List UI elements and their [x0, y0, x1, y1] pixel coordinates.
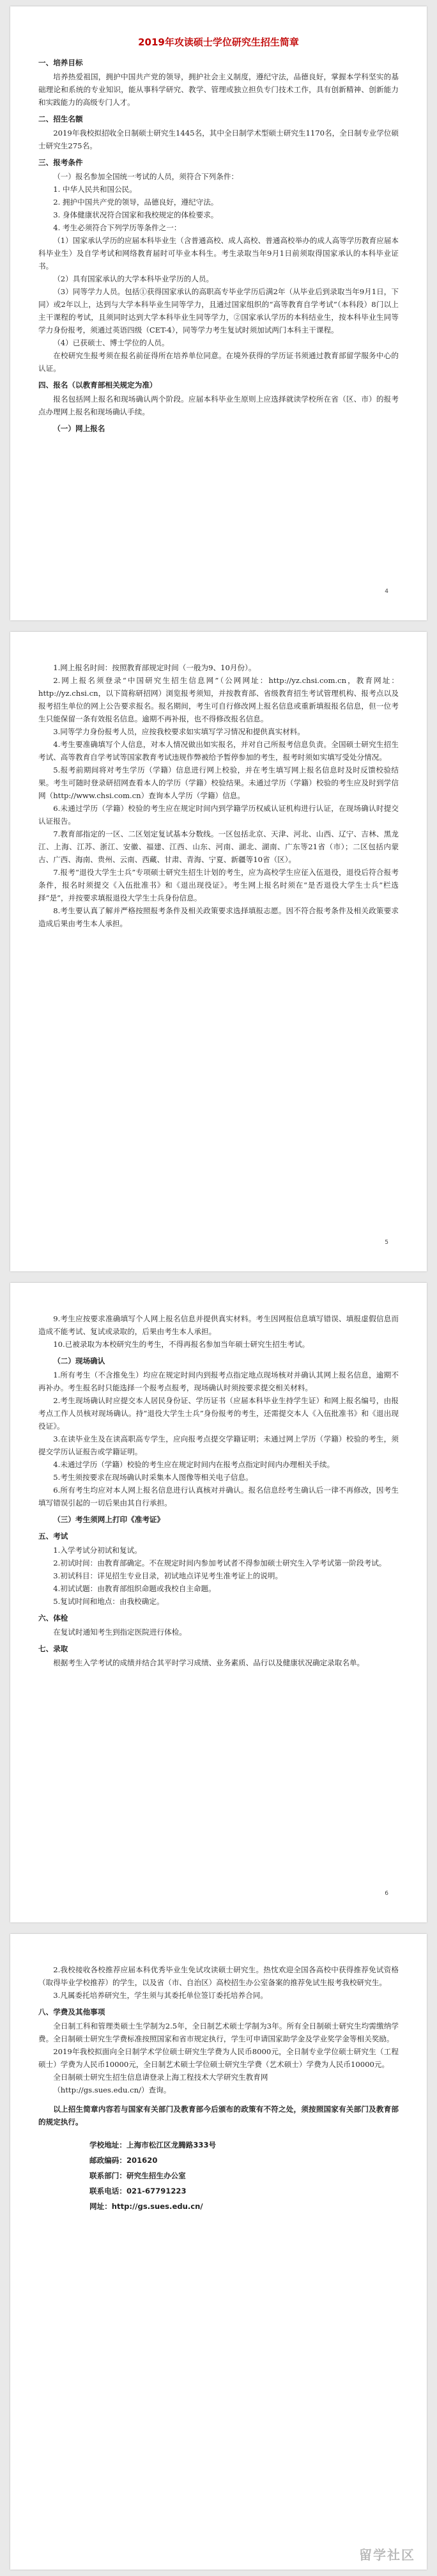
phone-value: 021-67791223: [126, 2187, 187, 2195]
address-row: [89, 2137, 399, 2153]
paragraph: 培养热爱祖国，拥护中国共产党的领导，拥护社会主义制度，遵纪守法，品德良好，掌握本学科坚实的基础理论和系统的专业知识，能从事科学研究、教学、管理或独立担负专门技术工作，具有创新精神、创新能力和实践能力的高级专门人才。: [38, 72, 399, 107]
paragraph: 8.考生要认真了解并严格按照报考条件及相关政策要求选择填报志愿。因不符合报考条件及相关政策要求造成后果由考生本人承担。: [38, 906, 399, 928]
paragraph: 3.同等学力身份报考人员，应按我校要求如实填写学习情况和提供真实材料。: [53, 727, 305, 736]
paragraph: 1.入学考试分初试和复试。: [53, 1546, 142, 1555]
paragraph: 6.未通过学历（学籍）校验的考生应在规定时间内到学籍学历权威认证机构进行认证，在现场确认时提交认证报告。: [38, 804, 399, 826]
document-page-2: [10, 632, 427, 1271]
paragraph: （一）报名参加全国统一考试的人员，须符合下列条件：: [53, 172, 239, 181]
paragraph: （2）具有国家承认的大学本科毕业学历的人员。: [53, 274, 214, 283]
paragraph: 7.报考“退役大学生士兵”专项硕士研究生招生计划的考生，应为高校学生应征入伍退役，退役后符合报考条件，报名时须提交《入伍批准书》和《退出现役证》。考生网上报名时须在“是否退役大学生士兵”栏选择“是”，并按要求填报退役大学生士兵身份信息。: [38, 868, 399, 902]
paragraph: 3.凡属委托培养研究生，学生须与其委托单位签订委托培养合同。: [53, 1991, 268, 2000]
paragraph: 4.初试试题：由教育部组织命题或我校自主命题。: [53, 1584, 216, 1593]
address-label: 学校地址：: [89, 2140, 126, 2149]
paragraph: 5.考生须按要求在现场确认时采集本人图像等相关电子信息。: [53, 1473, 253, 1482]
address-value: 上海市松江区龙腾路333号: [126, 2140, 217, 2149]
zip-row: [89, 2153, 399, 2168]
page-content: [38, 36, 399, 436]
paragraph: 4.考生要准确填写个人信息，对本人情况做出如实报名，并对自己所报考信息负责。全国硕士研究生招生考试、高等教育自学考试等国家教育考试违规作弊被给予暂停参加的考生，报考时须如实填写受处分情况。: [38, 740, 399, 762]
paragraph: 1.网上报名时间：按照教育部规定时间（一般为9、10月份）。: [53, 663, 256, 672]
paragraph: （http://gs.sues.edu.cn/）查询。: [53, 2085, 171, 2094]
paragraph: 10.已被录取为本校研究生的考生，不得再报名参加当年硕士研究生招生考试。: [53, 1340, 310, 1349]
phone-row: [89, 2183, 399, 2199]
document-page-1: [10, 6, 427, 620]
document-page-3: [10, 1283, 427, 1922]
watermark-logo: 留学社区: [359, 2547, 415, 2563]
department-row: [89, 2168, 399, 2183]
website-label: 网址：: [89, 2202, 112, 2211]
section-heading: 五、考试: [38, 1532, 68, 1541]
paragraph: （3）同等学力人员。包括①获得国家承认的高职高专毕业学历后满2年（从毕业后到录取当年9月1日，下同）或2年以上，达到与大学本科毕业生同等学力，且通过国家组织的“高等教育自学考试”（本科段）8门以上主干课程的考试，且须同时达到大学本科毕业生同等学力，②国家承认学历的本科结业生，按本科毕业生同等学力身份报考，须通过英语四级（CET-4），同等学力考生复试时须加试两门本科主干课程。: [38, 287, 399, 334]
zip-value: 201620: [126, 2156, 158, 2165]
paragraph: （4）已获硕士、博士学位的人员。: [53, 338, 169, 347]
paragraph: 5.报考前期间将对考生学历（学籍）信息进行网上校验，并在考生填写网上报名信息时及时反馈校验结果。考生可随时登录研招网查看本人的学历（学籍）校验结果。未通过学历（学籍）校验的考生应及时到学信网（http://www.chsi.com.cn）查询本人学历（学籍）信息。: [38, 766, 399, 800]
paragraph: 5.复试时间和地点：由我校确定。: [53, 1597, 164, 1606]
subsection-heading: （三）考生须网上打印《准考证》: [53, 1515, 165, 1524]
page-number: 6: [385, 1890, 388, 1897]
paragraph: 2.我校接收各校推荐应届本科优秀毕业生免试攻读硕士研究生。热忱欢迎全国各高校中获得推荐免试资格（取得毕业学校推荐）的学生，以及省（市、自治区）高校招生办公室备案的推荐免试生报考我校研究生。: [38, 1965, 399, 1987]
paragraph: 2019年我校拟招收全日制硕士研究生1445名，其中全日制学术型硕士研究生1170名，全日制专业学位硕士研究生275名。: [38, 129, 399, 150]
document-title: 2019年攻读硕士学位研究生招生简章: [138, 36, 299, 48]
subsection-heading: （二）现场确认: [53, 1356, 105, 1365]
paragraph: 2.初试时间：由教育部确定。不在规定时间内参加考试者不得参加硕士研究生入学考试第一阶段考试。: [53, 1559, 387, 1567]
paragraph: 1. 中华人民共和国公民。: [53, 185, 137, 194]
page-content: [38, 661, 399, 930]
contact-block: [38, 2137, 399, 2214]
paragraph: 3.初试科目：详见招生专业目录，初试地点详见考生准考证上的说明。: [53, 1571, 283, 1580]
subsection-heading: （一）网上报名: [53, 424, 105, 433]
paragraph: 2.网上报名须登录“中国研究生招生信息网”（公网网址：http://yz.chsi.com.cn，教育网址：http://yz.chsi.cn，以下简称研招网）浏览报考须知，并按教育部、省级教育招生考试管理机构、报考点以及报考招生单位的网上公告要求报名。报名期间，考生可自行修改网上报名信息或重新填报报名信息，但一位考生只能保留一条有效报名信息。逾期不再补报，也不得修改报名信息。: [38, 676, 399, 723]
page-content: [38, 1312, 399, 1669]
section-heading: 八、学费及其他事项: [38, 2007, 105, 2016]
paragraph: 6.所有考生均应对本人网上报名信息进行认真核对并确认。报名信息经考生确认后一律不再修改，因考生填写错误引起的一切后果由其自行承担。: [38, 1486, 399, 1507]
paragraph: 7.教育部指定的一区、二区划定复试基本分数线。一区包括北京、天津、河北、山西、辽宁、吉林、黑龙江、上海、江苏、浙江、安徽、福建、江西、山东、河南、湖北、湖南、广东等21省（市）；二区包括内蒙古、广西、海南、贵州、云南、西藏、甘肃、青海、宁夏、新疆等10省（区）。: [38, 829, 399, 864]
paragraph: 全日制硕士研究生招生信息请登录上海工程技术大学研究生教育网: [53, 2073, 268, 2082]
paragraph: 全日制工科和管理类硕士生学制为2.5年，全日制艺术硕士学制为3年。所有全日制硕士研究生均需缴纳学费。全日制硕士研究生学费标准按照国家和省市规定执行，学生可申请国家助学金及学业奖学金等相关奖励。: [38, 2022, 399, 2043]
zip-label: 邮政编码：: [89, 2156, 126, 2165]
section-heading: 六、体检: [38, 1614, 68, 1622]
paragraph: 报名包括网上报名和现场确认两个阶段。应届本科毕业生原则上应选择就读学校所在省（区、市）的报考点办理网上报名和现场确认手续。: [38, 395, 399, 416]
paragraph: 9.考生应按要求准确填写个人网上报名信息并提供真实材料。考生因网报信息填写错误、填报虚假信息而造成不能考试、复试或录取的，后果由考生本人承担。: [38, 1314, 399, 1336]
paragraph: 2.考生现场确认时应提交本人居民身份证、学历证书（应届本科毕业生持学生证）和网上报名编号，由报考点工作人员核对现场确认。持“退役大学生士兵”身份报考的考生，还需提交本人《入伍批准书》和《退出现役证》。: [38, 1396, 399, 1431]
website-link[interactable]: http://gs.sues.edu.cn/: [111, 2202, 203, 2211]
page-content: [38, 1963, 399, 2214]
paragraph: 3. 身体健康状况符合国家和我校规定的体检要求。: [53, 210, 218, 219]
page-number: 4: [385, 588, 388, 595]
paragraph: 4.未通过学历（学籍）校验的考生应在规定时间内在报考点指定时间内办理相关手续。: [53, 1460, 335, 1469]
paragraph: 2. 拥护中国共产党的领导，品德良好，遵纪守法。: [53, 198, 218, 207]
page-number: 5: [385, 1239, 388, 1246]
paragraph: 2019年我校拟面向全日制学术学位硕士研究生学费为人民币8000元，全日制专业学位硕士研究生（工程硕士）学费为人民币10000元，全日制艺术硕士学位硕士研究生学费（艺术硕士）学费为人民币10000元。: [38, 2047, 399, 2069]
paragraph: 4. 考生必须符合下列学历等条件之一：: [53, 223, 181, 232]
section-heading: 七、录取: [38, 1644, 68, 1653]
paragraph: 根据考生入学考试的成绩并结合其平时学习成绩、业务素质、品行以及健康状况确定录取名单。: [53, 1658, 365, 1667]
website-row: [89, 2199, 399, 2214]
paragraph: 1.所有考生（不含推免生）均应在规定时间内到报考点指定地点现场核对并确认其网上报名信息，逾期不再补办。考生报名时只能选择一个报考点报考，现场确认时须按要求提交相关材料。: [38, 1370, 399, 1392]
document-page-4: [10, 1934, 427, 2570]
department-label: 联系部门：: [89, 2171, 126, 2180]
paragraph: 在校研究生报考须在报名前征得所在培养单位同意。在境外获得的学历证书须通过教育部留学服务中心的认证。: [38, 351, 399, 373]
paragraph: 在复试时通知考生到指定医院进行体检。: [53, 1628, 187, 1637]
section-heading: 一、培养目标: [38, 58, 83, 67]
paragraph: （1）国家承认学历的应届本科毕业生（含普通高校、成人高校、普通高校举办的成人高等学历教育应届本科毕业生）及自学考试和网络教育届时可毕业本科生。考生录取当年9月1日前须取得国家承认的本科毕业证书。: [38, 236, 399, 271]
department-value: 研究生招生办公室: [126, 2171, 186, 2180]
paragraph: 3.在读毕业生及在读高职高专学生，应向报考点提交学籍证明；未通过网上学历（学籍）校验的考生，须提交学历认证报告或学籍证明。: [38, 1434, 399, 1456]
section-heading: 二、招生名额: [38, 114, 83, 123]
section-heading: 三、报考条件: [38, 158, 83, 167]
phone-label: 联系电话：: [89, 2187, 126, 2195]
section-heading: 四、报名（以教育部相关规定为准）: [38, 381, 157, 389]
policy-note: 以上招生简章内容若与国家有关部门及教育部今后颁布的政策有不符之处，须按照国家有关部门及教育部的规定执行。: [38, 2105, 399, 2126]
